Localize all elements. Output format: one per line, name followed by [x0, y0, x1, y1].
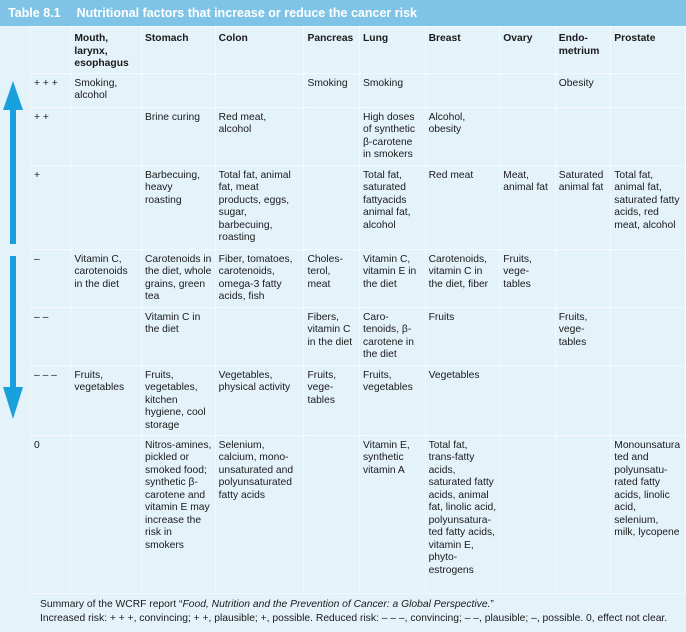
table-cell — [555, 249, 611, 307]
table-cell: Caro-tenoids, β-carotene in the diet — [359, 307, 425, 365]
table-row — [31, 365, 686, 435]
table-cell — [304, 165, 360, 249]
report-title: Food, Nutrition and the Prevention of Cancer: a Global Perspective. — [182, 599, 491, 610]
risk-level: 0 — [31, 435, 71, 593]
header-row — [31, 27, 686, 74]
table-cell — [215, 307, 304, 365]
table-cell: Smoking — [304, 73, 360, 107]
table-cell — [555, 365, 611, 435]
table-cell: Saturated animal fat — [555, 165, 611, 249]
table-cell — [500, 435, 556, 593]
table-cell: Vitamin C, carotenoids in the diet — [71, 249, 142, 307]
table-cell: Carotenoids, vitamin C in the diet, fiber — [425, 249, 500, 307]
table-cell — [425, 73, 500, 107]
risk-level: – – – — [31, 365, 71, 435]
table-cell: Red meat, alcohol — [215, 107, 304, 165]
table-row — [31, 307, 686, 365]
column-header-ovary: Ovary — [500, 27, 556, 74]
footnote-summary: Summary of the WCRF report “Food, Nutrition and the Prevention of Cancer: a Global Perspective.” — [40, 599, 494, 610]
arrow-up-icon — [3, 81, 23, 244]
table-cell: Fruits, vegetables, kitchen hygiene, cool storage — [142, 365, 216, 435]
table-cell — [611, 307, 686, 365]
table-cell: Total fat, animal fat, meat products, eggs, sugar, barbecuing, roasting — [215, 165, 304, 249]
table-title-bar — [0, 0, 686, 26]
column-header-lung: Lung — [359, 27, 425, 74]
risk-level: + — [31, 165, 71, 249]
table-cell — [71, 435, 142, 593]
table-cell: Total fat, animal fat, saturated fatty acids, red meat, alcohol — [611, 165, 686, 249]
table-cell: Fruits — [425, 307, 500, 365]
table-cell: Smoking, alcohol — [71, 73, 142, 107]
table-cell: Vitamin C in the diet — [142, 307, 216, 365]
table-cell: Vitamin C, vitamin E in the diet — [359, 249, 425, 307]
table-cell: Vegetables, physical activity — [215, 365, 304, 435]
risk-level: – – — [31, 307, 71, 365]
footnote-legend: Increased risk: + + +, convincing; + +, plausible; +, possible. Reduced risk: – – –, convincing; – –, plausible; –, possible. 0, effect not clear. — [40, 613, 668, 624]
arrow-down-icon — [3, 256, 23, 419]
nutrition-risk-table — [30, 26, 686, 594]
table-cell: Fruits, vege-tables — [555, 307, 611, 365]
risk-arrow — [0, 26, 30, 592]
table-footnote — [0, 592, 686, 632]
column-header-colon: Colon — [215, 27, 304, 74]
table-cell — [304, 435, 360, 593]
table-cell — [500, 107, 556, 165]
table-cell — [611, 365, 686, 435]
table-cell: Nitros-amines, pickled or smoked food; synthetic β-carotene and vitamin E may increase the risk in smokers — [142, 435, 216, 593]
table-cell: Smoking — [359, 73, 425, 107]
column-header-stomach: Stomach — [142, 27, 216, 74]
table-cell: Total fat, saturated fattyacids animal fat, alcohol — [359, 165, 425, 249]
table-cell — [611, 107, 686, 165]
risk-level: + + — [31, 107, 71, 165]
table-cell — [500, 365, 556, 435]
table-cell — [500, 307, 556, 365]
table-cell: Fiber, tomatoes, carotenoids, omega-3 fatty acids, fish — [215, 249, 304, 307]
table-cell: Total fat, trans-fatty acids, saturated fatty acids, animal fat, linolic acid, polyunsatura-ted fatty acids, vitamin E, phyto-estrogens — [425, 435, 500, 593]
table-cell — [611, 249, 686, 307]
column-header-pancreas: Pancreas — [304, 27, 360, 74]
table-cell: High doses of synthetic β-carotene in smokers — [359, 107, 425, 165]
risk-level: + + + — [31, 73, 71, 107]
column-header-mouth: Mouth, larynx, esophagus — [71, 27, 142, 74]
table-cell: Selenium, calcium, mono-unsaturated and polyunsaturated fatty acids — [215, 435, 304, 593]
table-cell — [71, 165, 142, 249]
table-cell — [71, 107, 142, 165]
table-cell: Fruits, vege-tables — [304, 365, 360, 435]
table-cell — [215, 73, 304, 107]
table-cell: Carotenoids in the diet, whole grains, green tea — [142, 249, 216, 307]
table-number: Table 8.1 — [8, 6, 61, 20]
table-cell: Obesity — [555, 73, 611, 107]
table-cell: Fruits, vegetables — [359, 365, 425, 435]
column-header-breast: Breast — [425, 27, 500, 74]
table-cell — [71, 307, 142, 365]
table-cell: Vegetables — [425, 365, 500, 435]
table-cell: Vitamin E, synthetic vitamin A — [359, 435, 425, 593]
table-row — [31, 165, 686, 249]
table-cell: Fruits, vege-tables — [500, 249, 556, 307]
table-row — [31, 435, 686, 593]
table-cell: Alcohol, obesity — [425, 107, 500, 165]
table-cell: Red meat — [425, 165, 500, 249]
table-cell: Choles-terol, meat — [304, 249, 360, 307]
table-cell — [142, 73, 216, 107]
table-cell — [555, 435, 611, 593]
table-cell: Monounsaturated and polyunsatu-rated fatty acids, linolic acid, selenium, milk, lycopene — [611, 435, 686, 593]
column-header-level — [31, 27, 71, 74]
table-row — [31, 249, 686, 307]
table-cell: Meat, animal fat — [500, 165, 556, 249]
table-row — [31, 107, 686, 165]
column-header-endometrium: Endo-metrium — [555, 27, 611, 74]
table-cell — [555, 107, 611, 165]
table-cell: Fruits, vegetables — [71, 365, 142, 435]
table-title: Nutritional factors that increase or reduce the cancer risk — [76, 6, 417, 20]
table-cell — [611, 73, 686, 107]
table-cell: Barbecuing, heavy roasting — [142, 165, 216, 249]
risk-level: – — [31, 249, 71, 307]
table-cell: Fibers, vitamin C in the diet — [304, 307, 360, 365]
column-header-prostate: Prostate — [611, 27, 686, 74]
table-row — [31, 73, 686, 107]
table-cell: Brine curing — [142, 107, 216, 165]
table-cell — [500, 73, 556, 107]
table-cell — [304, 107, 360, 165]
